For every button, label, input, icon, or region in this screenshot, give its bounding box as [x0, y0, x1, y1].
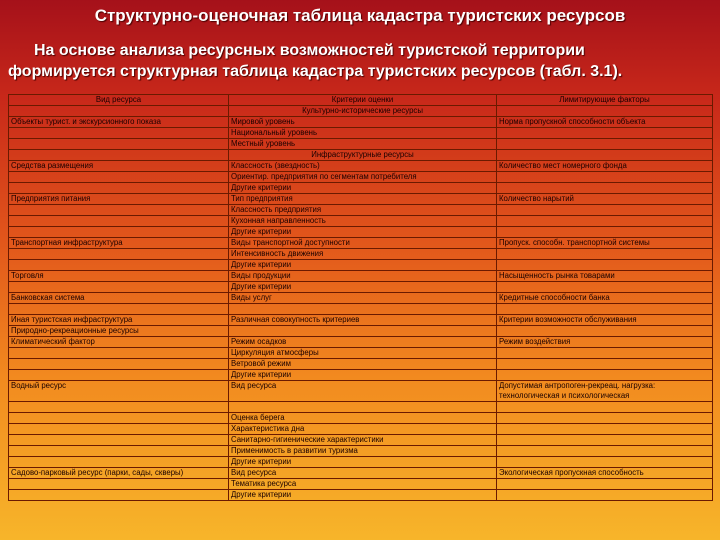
- cell-limiting-factor: Кредитные способности банка: [497, 293, 713, 304]
- cell-resource-type: [9, 402, 229, 413]
- table-row: [9, 194, 713, 205]
- cell-criterion: Национальный уровень: [229, 128, 497, 139]
- cell-limiting-factor: Пропуск. способн. транспортной системы: [497, 238, 713, 249]
- cell-resource-type: [9, 413, 229, 424]
- table-cell: [497, 150, 713, 161]
- table-row: [9, 260, 713, 271]
- cell-criterion: Классность предприятия: [229, 205, 497, 216]
- cell-resource-type: [9, 260, 229, 271]
- cell-limiting-factor: [497, 282, 713, 293]
- cell-criterion: Характеристика дна: [229, 424, 497, 435]
- cell-criterion: Оценка берега: [229, 413, 497, 424]
- subtitle-line-2: формируется структурная таблица кадастра туристских ресурсов (табл. 3.1).: [8, 63, 623, 80]
- cell-limiting-factor: [497, 359, 713, 370]
- cell-limiting-factor: Критерии возможности обслуживания: [497, 315, 713, 326]
- cell-limiting-factor: Количество нарытий: [497, 194, 713, 205]
- table-section-row: [9, 106, 713, 117]
- cell-resource-type: [9, 304, 229, 315]
- table-row: [9, 315, 713, 326]
- cell-resource-type: [9, 128, 229, 139]
- cell-limiting-factor: Насыщенность рынка товарами: [497, 271, 713, 282]
- table-row: [9, 490, 713, 501]
- cell-criterion: Тип предприятия: [229, 194, 497, 205]
- cell-resource-type: Предприятия питания: [9, 194, 229, 205]
- cell-limiting-factor: Допустимая антропоген-рекреац. нагрузка: технологическая и психологическая: [497, 381, 713, 402]
- table-cell: [9, 106, 229, 117]
- cell-criterion: Вид ресурса: [229, 381, 497, 402]
- cell-criterion: Классность (звездность): [229, 161, 497, 172]
- table-row: [9, 128, 713, 139]
- cell-resource-type: [9, 249, 229, 260]
- cell-criterion: Циркуляция атмосферы: [229, 348, 497, 359]
- cell-criterion: Другие критерии: [229, 457, 497, 468]
- table-row: [9, 479, 713, 490]
- table-row: [9, 293, 713, 304]
- table-row: [9, 435, 713, 446]
- cell-limiting-factor: [497, 370, 713, 381]
- cell-criterion: Тематика ресурса: [229, 479, 497, 490]
- cell-resource-type: Средства размещения: [9, 161, 229, 172]
- cell-criterion: Кухонная направленность: [229, 216, 497, 227]
- header-criteria: Критерии оценки: [229, 95, 497, 106]
- table-body: [9, 106, 713, 501]
- cell-resource-type: [9, 479, 229, 490]
- cell-resource-type: [9, 490, 229, 501]
- cell-criterion: Режим осадков: [229, 337, 497, 348]
- cell-criterion: Местный уровень: [229, 139, 497, 150]
- cell-criterion: Другие критерии: [229, 227, 497, 238]
- cell-resource-type: Банковская система: [9, 293, 229, 304]
- cell-resource-type: [9, 359, 229, 370]
- table-section-row: [9, 150, 713, 161]
- cell-limiting-factor: [497, 457, 713, 468]
- cadastre-table: [8, 94, 713, 501]
- table-row: [9, 424, 713, 435]
- cell-criterion: Другие критерии: [229, 183, 497, 194]
- table-row: [9, 370, 713, 381]
- cell-limiting-factor: [497, 402, 713, 413]
- table-row: [9, 183, 713, 194]
- cell-resource-type: Иная туристская инфраструктура: [9, 315, 229, 326]
- table-row: [9, 304, 713, 315]
- table-row: [9, 468, 713, 479]
- cell-limiting-factor: Норма пропускной способности объекта: [497, 117, 713, 128]
- cell-criterion: Виды продукции: [229, 271, 497, 282]
- cell-resource-type: Торговля: [9, 271, 229, 282]
- table-row: [9, 282, 713, 293]
- cell-limiting-factor: [497, 446, 713, 457]
- table-header-row: [9, 95, 713, 106]
- cell-limiting-factor: Экологическая пропускная способность: [497, 468, 713, 479]
- cell-limiting-factor: [497, 326, 713, 337]
- cell-criterion: Санитарно-гигиенические характеристики: [229, 435, 497, 446]
- table-row: [9, 227, 713, 238]
- cell-limiting-factor: [497, 260, 713, 271]
- cell-limiting-factor: [497, 227, 713, 238]
- table-row: [9, 249, 713, 260]
- slide-subtitle: [8, 40, 716, 82]
- cell-criterion: [229, 326, 497, 337]
- cell-limiting-factor: [497, 479, 713, 490]
- cell-limiting-factor: [497, 139, 713, 150]
- table-row: [9, 402, 713, 413]
- cell-criterion: Другие критерии: [229, 260, 497, 271]
- cell-resource-type: [9, 282, 229, 293]
- cell-resource-type: [9, 205, 229, 216]
- cell-resource-type: [9, 227, 229, 238]
- table-row: [9, 117, 713, 128]
- cell-limiting-factor: [497, 413, 713, 424]
- cell-criterion: Другие критерии: [229, 282, 497, 293]
- section-heading: Культурно-исторические ресурсы: [229, 106, 497, 117]
- table-row: [9, 161, 713, 172]
- cell-limiting-factor: [497, 348, 713, 359]
- cell-resource-type: [9, 216, 229, 227]
- cell-limiting-factor: [497, 183, 713, 194]
- cell-criterion: Применимость в развитии туризма: [229, 446, 497, 457]
- cell-resource-type: [9, 370, 229, 381]
- cell-criterion: Ориентир. предприятия по сегментам потребителя: [229, 172, 497, 183]
- cell-criterion: Другие критерии: [229, 370, 497, 381]
- cell-resource-type: [9, 424, 229, 435]
- header-limiting-factors: Лимитирующие факторы: [497, 95, 713, 106]
- cell-limiting-factor: [497, 490, 713, 501]
- cell-criterion: [229, 304, 497, 315]
- cell-resource-type: Транспортная инфраструктура: [9, 238, 229, 249]
- table-row: [9, 238, 713, 249]
- cell-resource-type: [9, 139, 229, 150]
- table-row: [9, 139, 713, 150]
- cell-criterion: Виды транспортной доступности: [229, 238, 497, 249]
- cell-limiting-factor: [497, 216, 713, 227]
- cell-criterion: Виды услуг: [229, 293, 497, 304]
- table-row: [9, 446, 713, 457]
- header-resource-type: Вид ресурса: [9, 95, 229, 106]
- table-row: [9, 381, 713, 402]
- cell-criterion: Мировой уровень: [229, 117, 497, 128]
- table-row: [9, 271, 713, 282]
- cell-limiting-factor: Количество мест номерного фонда: [497, 161, 713, 172]
- cell-resource-type: [9, 446, 229, 457]
- cell-resource-type: Садово-парковый ресурс (парки, сады, скверы): [9, 468, 229, 479]
- table-row: [9, 413, 713, 424]
- table-cell: [497, 106, 713, 117]
- cell-resource-type: Водный ресурс: [9, 381, 229, 402]
- cell-resource-type: [9, 457, 229, 468]
- cell-criterion: [229, 402, 497, 413]
- cell-limiting-factor: [497, 205, 713, 216]
- cell-criterion: Интенсивность движения: [229, 249, 497, 260]
- slide-title: Структурно-оценочная таблица кадастра туристских ресурсов: [94, 6, 626, 25]
- table-row: [9, 205, 713, 216]
- cell-resource-type: [9, 172, 229, 183]
- table-row: [9, 172, 713, 183]
- cell-resource-type: [9, 348, 229, 359]
- cell-criterion: Другие критерии: [229, 490, 497, 501]
- table-row: [9, 326, 713, 337]
- table-row: [9, 337, 713, 348]
- cell-resource-type: [9, 435, 229, 446]
- section-heading: Инфраструктурные ресурсы: [229, 150, 497, 161]
- table-row: [9, 359, 713, 370]
- cell-resource-type: [9, 183, 229, 194]
- cell-limiting-factor: [497, 304, 713, 315]
- cell-limiting-factor: [497, 249, 713, 260]
- subtitle-line-1: На основе анализа ресурсных возможностей туристской территории: [34, 42, 585, 59]
- table-row: [9, 457, 713, 468]
- cell-criterion: Различная совокупность критериев: [229, 315, 497, 326]
- cell-criterion: Ветровой режим: [229, 359, 497, 370]
- table-row: [9, 348, 713, 359]
- cell-limiting-factor: [497, 435, 713, 446]
- cell-limiting-factor: [497, 128, 713, 139]
- cell-criterion: Вид ресурса: [229, 468, 497, 479]
- cell-limiting-factor: [497, 172, 713, 183]
- cell-limiting-factor: [497, 424, 713, 435]
- table-row: [9, 216, 713, 227]
- cell-resource-type: Климатический фактор: [9, 337, 229, 348]
- cell-resource-type: Природно-рекреационные ресурсы: [9, 326, 229, 337]
- cell-resource-type: Объекты турист. и экскурсионного показа: [9, 117, 229, 128]
- table-cell: [9, 150, 229, 161]
- cell-limiting-factor: Режим воздействия: [497, 337, 713, 348]
